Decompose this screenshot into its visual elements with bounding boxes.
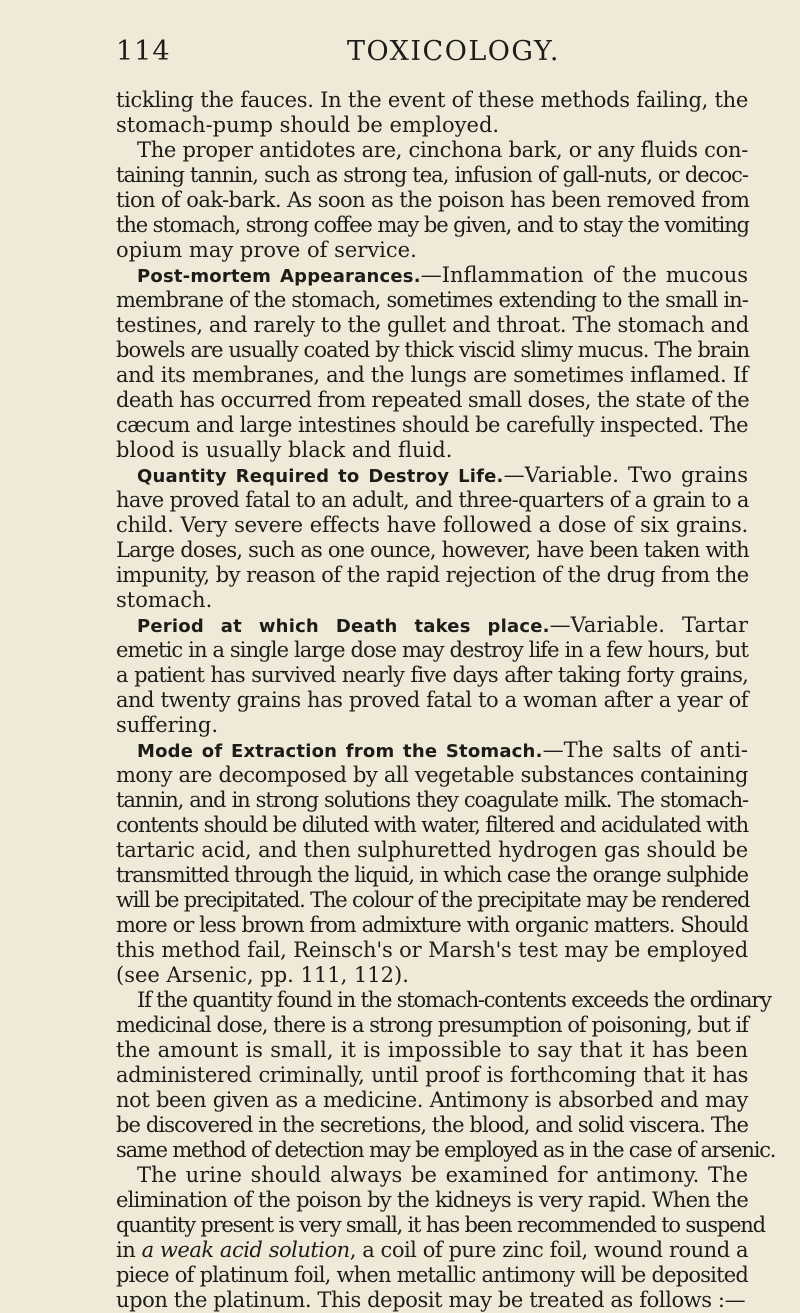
text-line: tannin, and in strong solutions they coagulate milk. The stomach-	[116, 788, 748, 812]
text-line: same method of detection may be employed as in the case of arsenic.	[116, 1138, 776, 1162]
section-heading-line: Period at which Death takes place.—Variable. Tartar	[137, 613, 748, 637]
text-line: upon the platinum. This deposit may be treated as follows :—	[116, 1288, 746, 1312]
text-line: and twenty grains has proved fatal to a woman after a year of	[116, 688, 748, 712]
text-line: child. Very severe effects have followed a dose of six grains.	[116, 513, 748, 537]
section-heading-line: Post-mortem Appearances.—Inflammation of the mucous	[137, 263, 748, 287]
section-heading: Period at which Death takes place.	[137, 616, 550, 637]
text-line: be discovered in the secretions, the blood, and solid viscera. The	[116, 1113, 749, 1137]
section-heading-line: Quantity Required to Destroy Life.—Variable. Two grains	[137, 463, 748, 487]
text-line: tion of oak-bark. As soon as the poison has been removed from	[116, 188, 750, 212]
text-line: medicinal dose, there is a strong presumption of poisoning, but if	[116, 1013, 748, 1037]
text-line: have proved fatal to an adult, and three-quarters of a grain to a	[116, 488, 749, 512]
text-line: taining tannin, such as strong tea, infusion of gall-nuts, or decoc-	[116, 163, 748, 187]
section-heading: Quantity Required to Destroy Life.	[137, 466, 504, 487]
text-line: and its membranes, and the lungs are sometimes inflamed. If	[116, 363, 748, 387]
text-line: stomach-pump should be employed.	[116, 113, 500, 137]
text-line: emetic in a single large dose may destroy life in a few hours, but	[116, 638, 748, 662]
text-line: transmitted through the liquid, in which case the orange sulphide	[116, 863, 748, 887]
text-line: The proper antidotes are, cinchona bark, or any fluids con-	[137, 138, 748, 162]
text-line: stomach.	[116, 588, 213, 612]
text-line: bowels are usually coated by thick viscid slimy mucus. The brain	[116, 338, 750, 362]
text-line: testines, and rarely to the gullet and throat. The stomach and	[116, 313, 749, 337]
text-line: cæcum and large intestines should be carefully inspected. The	[116, 413, 748, 437]
text-line: administered criminally, until proof is forthcoming that it has	[116, 1063, 748, 1087]
text-line: a patient has survived nearly five days after taking forty grains,	[116, 663, 748, 687]
text-line: not been given as a medicine. Antimony is absorbed and may	[116, 1088, 748, 1112]
text-line: membrane of the stomach, sometimes extending to the small in-	[116, 288, 748, 312]
text-line: If the quantity found in the stomach-contents exceeds the ordinary	[137, 988, 771, 1012]
page-number: 114	[116, 36, 171, 67]
section-heading: Mode of Extraction from the Stomach.	[137, 741, 543, 762]
text-line: The urine should always be examined for antimony. The	[137, 1163, 748, 1187]
text-line: mony are decomposed by all vegetable substances containing	[116, 763, 748, 787]
text-line: impunity, by reason of the rapid rejection of the drug from the	[116, 563, 749, 587]
text-line: opium may prove of service.	[116, 238, 417, 262]
text-line: more or less brown from admixture with organic matters. Should	[116, 913, 748, 937]
text-line: tickling the fauces. In the event of these methods failing, the	[116, 88, 748, 112]
section-heading: Post-mortem Appearances.	[137, 266, 421, 287]
text-line: suffering.	[116, 713, 219, 737]
text-line: the stomach, strong coffee may be given, and to stay the vomiting	[116, 213, 749, 237]
italic-phrase: a weak acid solution	[141, 1238, 350, 1262]
text-line: Large doses, such as one ounce, however, have been taken with	[116, 538, 749, 562]
running-title: TOXICOLOGY.	[347, 36, 560, 67]
text-line: tartaric acid, and then sulphuretted hydrogen gas should be	[116, 838, 748, 862]
text-line: will be precipitated. The colour of the precipitate may be rendered	[116, 888, 750, 912]
page-header	[92, 30, 752, 70]
text-line: blood is usually black and fluid.	[116, 438, 453, 462]
text-line: contents should be diluted with water, filtered and acidulated with	[116, 813, 748, 837]
text-line: the amount is small, it is impossible to say that it has been	[116, 1038, 748, 1062]
text-line: this method fail, Reinsch's or Marsh's test may be employed	[116, 938, 748, 962]
section-heading-line: Mode of Extraction from the Stomach.—The salts of anti-	[137, 738, 748, 762]
text-line: (see Arsenic, pp. 111, 112).	[116, 963, 409, 987]
text-line: death has occurred from repeated small doses, the state of the	[116, 388, 750, 412]
text-line: in a weak acid solution, a coil of pure zinc foil, wound round a	[116, 1238, 748, 1262]
body-text	[116, 88, 776, 1313]
text-line: quantity present is very small, it has been recommended to suspend	[116, 1213, 765, 1237]
text-line: piece of platinum foil, when metallic antimony will be deposited	[116, 1263, 748, 1287]
text-line: elimination of the poison by the kidneys is very rapid. When the	[116, 1188, 748, 1212]
